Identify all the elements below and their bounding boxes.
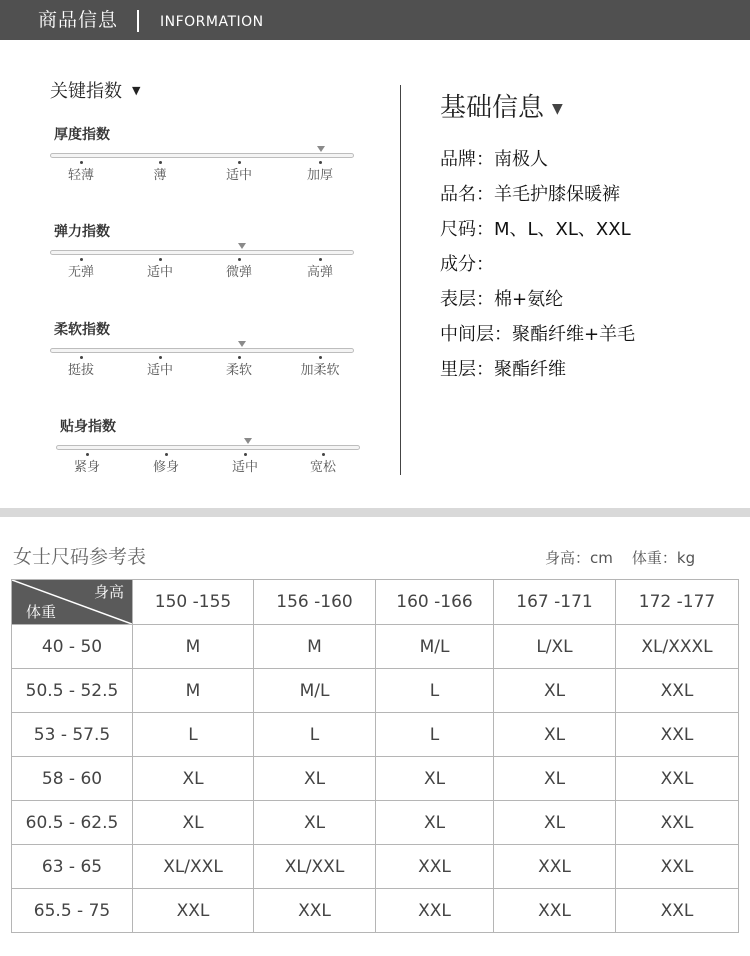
tick-dot [319, 356, 322, 359]
size-cell: XXL [494, 845, 616, 889]
index-option: 宽松 [309, 460, 336, 475]
tick-dot [159, 161, 162, 164]
size-cell: XL [133, 801, 254, 845]
weight-cell: 60.5 - 62.5 [12, 801, 133, 845]
index-option: 适中 [231, 460, 258, 475]
index-label: 贴身指数 [60, 419, 116, 435]
height-header: 150 -155 [133, 580, 254, 625]
title-separator [137, 10, 139, 32]
index-option: 加厚 [306, 168, 333, 183]
tick-dot [238, 161, 241, 164]
index-option: 柔软 [225, 363, 252, 378]
size-cell: XXL [376, 845, 494, 889]
index-option: 轻薄 [67, 168, 94, 183]
key-index-title: 关键指数 [50, 81, 122, 102]
index-option: 适中 [146, 265, 173, 280]
size-cell: XL [494, 669, 616, 713]
weight-cell: 50.5 - 52.5 [12, 669, 133, 713]
index-marker-icon [244, 438, 252, 444]
info-row: 中间层：聚酯纤维+羊毛 [440, 324, 636, 345]
size-cell: XL [494, 713, 616, 757]
index-option: 挺拔 [67, 363, 94, 378]
size-cell: M [133, 669, 254, 713]
size-cell: L/XL [494, 625, 616, 669]
index-marker-icon [238, 243, 246, 249]
size-cell: XXL [616, 801, 739, 845]
info-row: 品牌：南极人 [440, 149, 548, 170]
caret-down-icon: ▼ [132, 84, 141, 97]
section-title: 商品信息 [38, 9, 119, 31]
size-cell: XL [376, 757, 494, 801]
index-option: 适中 [225, 168, 252, 183]
basic-info-heading [440, 92, 563, 125]
index-label: 弹力指数 [54, 224, 110, 240]
index-label: 厚度指数 [54, 127, 110, 143]
tick-dot [244, 453, 247, 456]
basic-info-title: 基础信息 [440, 93, 545, 123]
index-track [50, 153, 354, 158]
index-option: 加柔软 [300, 363, 340, 378]
table-row [12, 713, 739, 757]
table-row [12, 889, 739, 933]
size-cell: XXL [616, 845, 739, 889]
index-fit [56, 418, 376, 480]
column-divider [400, 85, 401, 475]
index-option: 薄 [153, 168, 167, 183]
height-header: 172 -177 [616, 580, 739, 625]
index-elasticity [50, 223, 370, 285]
section-header [0, 0, 750, 40]
size-cell: XXL [616, 889, 739, 933]
size-cell: XXL [254, 889, 376, 933]
size-cell: L [376, 669, 494, 713]
size-cell: XXL [494, 889, 616, 933]
size-cell: XL [376, 801, 494, 845]
height-header: 167 -171 [494, 580, 616, 625]
index-option: 高弹 [306, 265, 333, 280]
section-subtitle: INFORMATION [160, 14, 264, 30]
index-option: 修身 [152, 460, 179, 475]
index-option: 适中 [146, 363, 173, 378]
info-row: 成分： [440, 254, 494, 275]
size-cell: M/L [376, 625, 494, 669]
key-index-heading [50, 80, 140, 103]
size-table [11, 579, 739, 933]
tick-dot [322, 453, 325, 456]
table-header-row [12, 580, 739, 625]
size-cell: XL [494, 757, 616, 801]
tick-dot [319, 258, 322, 261]
size-cell: XXL [133, 889, 254, 933]
tick-dot [165, 453, 168, 456]
info-row: 表层：棉+氨纶 [440, 289, 564, 310]
corner-weight-label: 体重 [26, 603, 57, 621]
tick-dot [80, 258, 83, 261]
size-cell: XXL [616, 757, 739, 801]
section-divider [0, 508, 750, 517]
tick-dot [238, 258, 241, 261]
size-cell: L [133, 713, 254, 757]
size-chart-units: 身高：cm 体重：kg [545, 549, 696, 567]
size-table-body [12, 625, 739, 933]
size-cell: XXL [616, 713, 739, 757]
size-chart-title: 女士尺码参考表 [13, 546, 147, 568]
weight-cell: 65.5 - 75 [12, 889, 133, 933]
info-row: 品名：羊毛护膝保暖裤 [440, 184, 620, 205]
index-track [50, 250, 354, 255]
size-cell: XL/XXL [133, 845, 254, 889]
index-softness [50, 321, 370, 383]
table-row [12, 669, 739, 713]
weight-cell: 40 - 50 [12, 625, 133, 669]
tick-dot [159, 356, 162, 359]
index-track [50, 348, 354, 353]
info-row: 尺码：M、L、XL、XXL [440, 219, 631, 240]
index-track [56, 445, 360, 450]
index-label: 柔软指数 [54, 322, 110, 338]
caret-down-icon: ▼ [552, 101, 563, 117]
height-header: 160 -166 [376, 580, 494, 625]
size-cell: XL [133, 757, 254, 801]
table-row [12, 625, 739, 669]
height-header: 156 -160 [254, 580, 376, 625]
size-cell: M [254, 625, 376, 669]
size-cell: L [254, 713, 376, 757]
tick-dot [80, 161, 83, 164]
table-row [12, 845, 739, 889]
index-thickness [50, 126, 370, 188]
size-cell: XL/XXXL [616, 625, 739, 669]
index-option: 微弹 [225, 265, 252, 280]
size-cell: L [376, 713, 494, 757]
index-marker-icon [317, 146, 325, 152]
weight-cell: 53 - 57.5 [12, 713, 133, 757]
table-row [12, 757, 739, 801]
size-cell: M [133, 625, 254, 669]
size-cell: M/L [254, 669, 376, 713]
table-corner-cell [12, 580, 133, 625]
tick-dot [159, 258, 162, 261]
weight-cell: 58 - 60 [12, 757, 133, 801]
corner-height-label: 身高 [93, 583, 124, 601]
index-option: 无弹 [67, 265, 94, 280]
size-cell: XL [494, 801, 616, 845]
index-option: 紧身 [73, 460, 100, 475]
tick-dot [80, 356, 83, 359]
table-row [12, 801, 739, 845]
weight-cell: 63 - 65 [12, 845, 133, 889]
size-cell: XL [254, 757, 376, 801]
size-cell: XL/XXL [254, 845, 376, 889]
index-marker-icon [238, 341, 246, 347]
tick-dot [86, 453, 89, 456]
size-cell: XXL [616, 669, 739, 713]
tick-dot [238, 356, 241, 359]
tick-dot [319, 161, 322, 164]
info-row: 里层：聚酯纤维 [440, 359, 566, 380]
size-cell: XXL [376, 889, 494, 933]
size-cell: XL [254, 801, 376, 845]
